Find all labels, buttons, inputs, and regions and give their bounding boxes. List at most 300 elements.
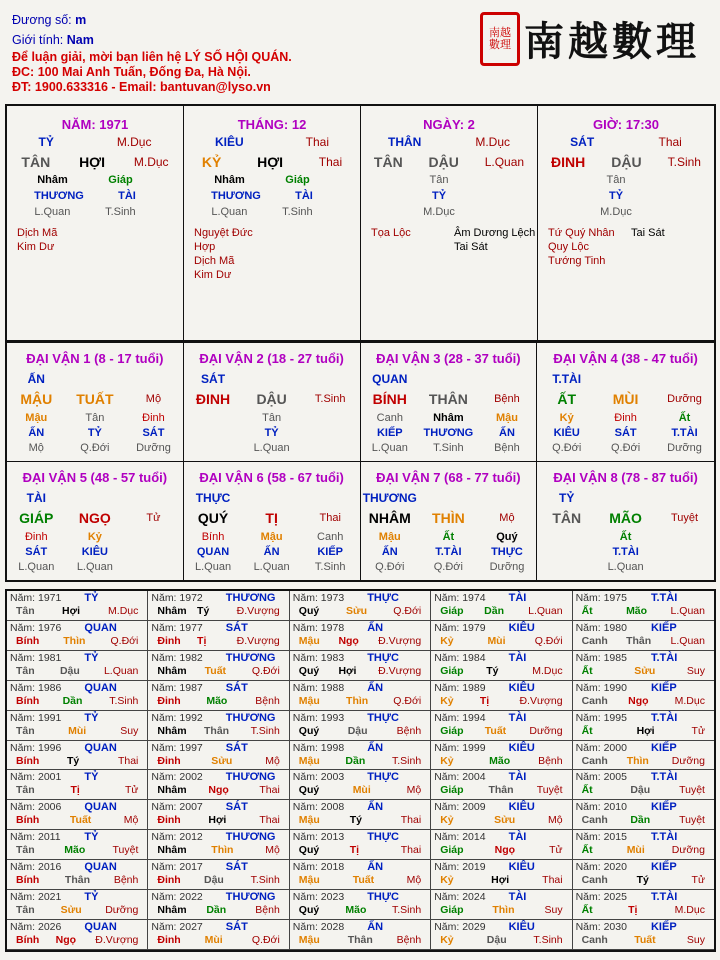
stem-phase: M.Dục [116, 135, 152, 149]
year-branch: Tị [70, 784, 80, 797]
hidden_gods-row [537, 425, 714, 440]
year-stem: Canh [581, 754, 608, 767]
hidden_gods-row [7, 188, 183, 204]
year-cell [431, 890, 572, 920]
stem-branch-row [7, 152, 183, 172]
stem-branch-row [7, 388, 183, 410]
star-item: Âm Dương Lệch [454, 227, 536, 239]
year-body [151, 635, 285, 648]
year-cell [290, 800, 431, 830]
earthly-branch: THÂN [428, 391, 468, 407]
year-god: SÁT [225, 741, 248, 754]
year-head [434, 682, 568, 695]
year-god: TÀI [508, 891, 527, 904]
year-branch: Thìn [492, 904, 515, 917]
stem-god: QUAN [372, 372, 408, 386]
year-cell [290, 860, 431, 890]
stars-col-b [100, 226, 183, 254]
year-label: Năm: 2014 [434, 831, 486, 844]
year-phase: Tử [124, 784, 139, 797]
year-stem: Nhâm [157, 844, 187, 857]
hidden-item: Ất [678, 411, 691, 424]
year-label: Năm: 2021 [10, 891, 62, 904]
year-god: TÀI [508, 592, 527, 604]
hidden_ph-item: T.Sinh [314, 560, 346, 573]
hidden_ph-item: Mộ [28, 441, 44, 454]
year-head [576, 801, 711, 814]
year-body [576, 605, 711, 618]
year-stem: Ất [581, 664, 593, 677]
year-body [576, 695, 711, 708]
year-stem: Nhâm [157, 784, 187, 797]
year-phase: Bệnh [538, 754, 563, 767]
year-branch: Tuất [204, 664, 227, 677]
year-head [10, 682, 144, 695]
year-god: KIÊU [508, 861, 535, 874]
year-cell [431, 621, 572, 651]
hidden-item: Ất [619, 530, 632, 543]
year-stem: Kỷ [440, 694, 454, 707]
year-god: KIÊU [508, 681, 535, 694]
hidden_ph-row [7, 559, 183, 574]
hidden_ph-row [537, 440, 714, 455]
year-cell [573, 741, 714, 771]
year-label: Năm: 1982 [151, 651, 203, 664]
year-phase: Thai [117, 754, 139, 767]
year-label: Năm: 2017 [151, 861, 203, 874]
hidden-item: Nhâm [433, 411, 464, 424]
hidden_ph-item: L.Quan [253, 560, 290, 573]
year-label: Năm: 2011 [10, 831, 61, 844]
phase: Tuyệt [670, 512, 699, 524]
year-stem: Bính [16, 934, 40, 947]
year-label: Năm: 2006 [10, 801, 62, 814]
stem-god: SÁT [201, 372, 226, 386]
year-body [10, 605, 144, 618]
year-branch: Tý [636, 874, 649, 887]
heavenly-stem: TÂN [21, 154, 51, 170]
year-cell [7, 770, 148, 800]
god-row [537, 489, 714, 507]
year-cell [573, 890, 714, 920]
year-god: KIÊU [508, 921, 535, 934]
stem-god: ẤN [27, 372, 45, 386]
year-branch: Ngọ [628, 694, 649, 707]
year-label: Năm: 2013 [292, 831, 345, 844]
year-body [10, 784, 144, 797]
heavenly-stem: NHÂM [368, 510, 411, 526]
phase: T.Sinh [314, 393, 346, 405]
hidden-item: Kỷ [559, 411, 574, 424]
year-god: THỰC [367, 711, 399, 724]
phase: Mộ [499, 512, 515, 524]
year-branch: Hợi [338, 664, 357, 677]
star-item: Tướng Tinh [548, 255, 606, 267]
year-branch: Mão [64, 844, 86, 857]
year-head [293, 921, 427, 934]
year-cell [573, 830, 714, 860]
year-body [151, 784, 285, 797]
hidden_gods-row [7, 544, 183, 559]
year-head [151, 652, 285, 665]
hidden_ph-row [184, 559, 360, 574]
stem-god: THÂN [388, 135, 422, 149]
year-head [434, 801, 568, 814]
year-cell [290, 711, 431, 741]
year-cell [148, 741, 289, 771]
year-stem: Giáp [440, 664, 464, 677]
hidden_ph-item: Q.Đới [433, 560, 463, 573]
hidden_gods-item: TỶ [431, 190, 447, 202]
year-body [576, 934, 711, 947]
stem-god: THỰC [195, 491, 231, 505]
year-stem: Mậu [298, 874, 320, 887]
hidden-item: Mậu [495, 411, 518, 424]
year-cell [148, 621, 289, 651]
year-phase: Đ.Vượng [236, 605, 280, 617]
earthly-branch: DẬU [611, 154, 642, 170]
year-stem: Giáp [440, 904, 464, 917]
year-label: Năm: 1976 [10, 621, 62, 634]
year-cell [431, 711, 572, 741]
year-god: THƯƠNG [225, 711, 276, 724]
year-god: SÁT [225, 801, 248, 814]
year-phase: Dưỡng [671, 754, 705, 767]
year-phase: Mộ [265, 754, 280, 767]
year-cell [148, 681, 289, 711]
year-cell [148, 890, 289, 920]
hidden_ph-item: Q.Đới [375, 560, 405, 573]
year-head [434, 861, 568, 874]
year-cell [148, 830, 289, 860]
year-stem: Đinh [157, 634, 181, 647]
year-body [151, 904, 285, 917]
year-body [576, 635, 711, 648]
god-row [361, 489, 537, 507]
heavenly-stem: QUÝ [197, 510, 229, 526]
hidden_gods-item: ẤN [263, 545, 280, 558]
hidden_ph-row [538, 204, 714, 220]
year-body [576, 814, 711, 827]
star-item: Nguyệt Đức Hợp [194, 227, 253, 253]
year-body [293, 755, 427, 768]
pillar-title: NĂM: 1971 [61, 117, 129, 132]
year-body [293, 725, 427, 738]
year-stem: Ất [581, 784, 593, 797]
year-branch: Hợi [208, 814, 227, 827]
year-body [434, 814, 568, 827]
year-label: Năm: 2012 [151, 831, 203, 844]
stem-branch-row [7, 507, 183, 529]
dai-van-5 [7, 461, 184, 580]
year-cell [431, 830, 572, 860]
year-branch: Tuất [634, 934, 656, 947]
owner-label: Đương số: [12, 13, 72, 27]
hidden_ph-item: Dưỡng [136, 441, 171, 454]
hidden_gods-row [184, 425, 360, 440]
year-phase: T.Sinh [391, 904, 422, 917]
year-branch: Thân [626, 634, 652, 647]
hidden-row [7, 529, 183, 544]
year-stem: Tân [16, 784, 35, 797]
hidden-item: Đinh [614, 411, 637, 424]
year-stem: Quý [298, 904, 320, 917]
hidden-item: Quý [496, 530, 518, 543]
stem-branch-row [537, 507, 714, 529]
hidden_gods-item: TÀI [118, 190, 136, 202]
year-stem: Canh [581, 934, 608, 947]
hidden_gods-item: T.TÀI [612, 545, 639, 558]
year-god: TỶ [84, 711, 99, 724]
year-body [151, 934, 285, 947]
year-head [434, 742, 568, 755]
yearly-table [5, 589, 716, 952]
year-phase: T.Sinh [250, 724, 280, 737]
year-phase: Suy [686, 664, 705, 677]
earthly-branch: DẬU [428, 154, 459, 170]
year-label: Năm: 1995 [575, 711, 627, 724]
hidden-item: Canh [317, 530, 344, 543]
hidden_ph-row [361, 204, 537, 220]
year-god: KIẾP [650, 921, 677, 934]
year-body [293, 635, 427, 648]
year-phase: Thai [400, 814, 422, 827]
year-stem: Tân [16, 664, 35, 677]
pillar-1 [184, 106, 361, 340]
pillar-2 [361, 106, 538, 340]
year-branch: Hợi [636, 724, 655, 737]
hidden_ph-row [184, 440, 360, 455]
stem-branch-row [184, 507, 360, 529]
year-body [151, 695, 285, 708]
year-head [434, 592, 568, 605]
year-phase: Đ.Vượng [95, 934, 139, 947]
hidden-row [537, 529, 714, 544]
year-god: SÁT [225, 861, 248, 874]
hidden-item: Giáp [108, 174, 133, 186]
year-head [576, 831, 711, 844]
year-phase: L.Quan [528, 605, 563, 617]
year-label: Năm: 2022 [151, 891, 203, 904]
year-stem: Mậu [298, 694, 320, 707]
star-item: Tai Sát [631, 227, 665, 239]
year-body [10, 725, 144, 738]
year-head [10, 652, 144, 665]
earthly-branch: MÃO [609, 510, 642, 526]
year-stem: Canh [581, 874, 608, 887]
hidden-item: Đinh [24, 530, 48, 543]
year-cell [290, 591, 431, 621]
hidden_ph-item: M.Dục [600, 206, 632, 218]
year-phase: Suy [686, 934, 705, 947]
earthly-branch: THÌN [432, 510, 465, 526]
year-branch: Mão [626, 605, 648, 617]
year-god: QUAN [84, 801, 117, 814]
year-phase: T.Sinh [533, 934, 563, 947]
year-head [434, 622, 568, 635]
hidden_ph-item: Q.Đới [552, 441, 582, 454]
stars-col-a [548, 226, 631, 268]
year-stem: Quý [298, 724, 320, 737]
year-cell [431, 860, 572, 890]
year-branch: Tị [628, 904, 638, 917]
year-head [151, 712, 285, 725]
hidden_gods-item: KIẾP [376, 426, 403, 439]
phase: Bệnh [494, 393, 520, 405]
year-head [151, 592, 285, 605]
year-body [10, 814, 144, 827]
year-branch: Sửu [60, 904, 82, 917]
year-phase: T.Sinh [250, 874, 280, 887]
year-cell [290, 621, 431, 651]
year-body [293, 904, 427, 917]
year-head [434, 652, 568, 665]
year-phase: M.Dục [674, 694, 705, 707]
year-phase: Đ.Vượng [236, 634, 280, 647]
hidden_ph-item: Q.Đới [80, 441, 110, 454]
hidden_ph-item: L.Quan [194, 560, 232, 573]
year-god: TỶ [84, 592, 99, 604]
year-branch: Tuất [484, 724, 507, 737]
stem-god: THƯƠNG [362, 491, 417, 505]
year-branch: Dần [62, 694, 83, 707]
year-head [151, 742, 285, 755]
heavenly-stem: TÂN [373, 154, 403, 170]
hidden_ph-item: Bệnh [494, 441, 520, 454]
stars-col-a [371, 226, 454, 254]
hidden-row [361, 529, 537, 544]
hidden-item: Tân [85, 411, 105, 424]
stem-god: TÀI [26, 491, 46, 505]
owner-value: m [75, 13, 87, 27]
year-label: Năm: 2004 [434, 771, 486, 784]
year-god: SÁT [225, 681, 248, 694]
year-cell [573, 920, 714, 950]
year-stem: Giáp [440, 844, 464, 857]
hidden-item: Tân [262, 411, 282, 424]
year-label: Năm: 1991 [10, 711, 62, 724]
god-row [7, 489, 183, 507]
year-phase: Mộ [548, 814, 563, 827]
year-head [293, 682, 427, 695]
year-phase: Tử [691, 874, 705, 887]
year-god: T.TÀI [650, 831, 678, 844]
year-label: Năm: 1972 [151, 592, 203, 604]
earthly-branch: TUẤT [76, 391, 114, 407]
star-item: Quy Lộc [548, 241, 589, 253]
year-phase: Tuyệt [679, 814, 705, 827]
dai-van-3 [361, 342, 538, 461]
hidden_ph-item: L.Quan [211, 206, 248, 218]
phase: Mộ [145, 393, 162, 405]
year-phase: T.Sinh [391, 754, 422, 767]
hidden_gods-item: T.TÀI [671, 426, 698, 439]
dai-van-4 [537, 342, 714, 461]
year-stem: Canh [581, 694, 608, 707]
year-phase: Dưỡng [529, 724, 563, 737]
year-stem: Đinh [157, 754, 181, 767]
heavenly-stem: KỶ [201, 154, 222, 170]
contact-note: Để luận giải, mời bạn liên hệ LÝ SỐ HỘI QUÁN. [12, 50, 292, 64]
year-label: Năm: 1994 [434, 711, 486, 724]
year-head [151, 622, 285, 635]
year-stem: Đinh [157, 694, 181, 707]
year-label: Năm: 1997 [151, 741, 203, 754]
year-stem: Nhâm [157, 664, 187, 677]
year-branch: Dần [484, 605, 504, 617]
pillar-title: THÁNG: 12 [237, 117, 307, 132]
year-cell [431, 681, 572, 711]
hidden-item: Nhâm [214, 174, 245, 186]
year-god: ẤN [367, 681, 384, 694]
year-stem: Kỷ [440, 934, 454, 947]
year-branch: Mùi [487, 634, 506, 647]
year-head [434, 921, 568, 934]
year-god: TÀI [508, 711, 527, 724]
year-body [576, 874, 711, 887]
year-stem: Kỷ [440, 634, 454, 647]
year-label: Năm: 2023 [292, 891, 345, 904]
hidden_ph-row [361, 440, 537, 455]
year-cell [7, 890, 148, 920]
year-cell [573, 770, 714, 800]
year-head [151, 861, 285, 874]
god-row [184, 370, 360, 388]
pillar-3 [538, 106, 714, 340]
year-god: TÀI [508, 771, 527, 784]
star-item: Dịch Mã [194, 255, 235, 267]
star-item: Tai Sát [454, 241, 488, 253]
hidden-item: Mậu [260, 530, 283, 543]
stem-branch-row [361, 152, 537, 172]
hidden-item: Kỷ [87, 530, 102, 543]
year-label: Năm: 2018 [292, 861, 345, 874]
year-head [10, 592, 144, 605]
year-branch: Tuất [69, 814, 92, 827]
year-phase: Q.Đới [534, 634, 563, 647]
hidden_ph-row [7, 204, 183, 220]
year-head [293, 622, 427, 635]
year-cell [148, 920, 289, 950]
year-head [434, 712, 568, 725]
year-body [293, 814, 427, 827]
year-phase: Tử [691, 724, 705, 737]
year-body [10, 904, 144, 917]
year-phase: Dưỡng [671, 844, 705, 857]
hidden_gods-item: SÁT [25, 545, 48, 558]
phase: Tử [146, 512, 161, 524]
year-god: QUAN [84, 681, 117, 694]
year-phase: Thai [259, 814, 280, 827]
hidden_gods-item: ẤN [381, 545, 398, 558]
heavenly-stem: ĐINH [551, 154, 586, 170]
year-cell [573, 860, 714, 890]
phase: Thai [319, 512, 341, 524]
year-label: Năm: 1974 [434, 592, 486, 604]
year-cell [573, 651, 714, 681]
year-label: Năm: 2000 [575, 741, 627, 754]
year-branch: Ngọ [208, 784, 229, 797]
earthly-branch: MÙI [612, 391, 639, 407]
year-body [576, 904, 711, 917]
pillar-title: NGÀY: 2 [423, 117, 475, 132]
star-item: Dịch Mã [17, 227, 58, 239]
year-body [151, 844, 285, 857]
year-god: ẤN [367, 801, 384, 814]
dai-van-2 [184, 342, 361, 461]
year-stem: Bính [16, 634, 40, 647]
year-stem: Tân [16, 724, 35, 737]
